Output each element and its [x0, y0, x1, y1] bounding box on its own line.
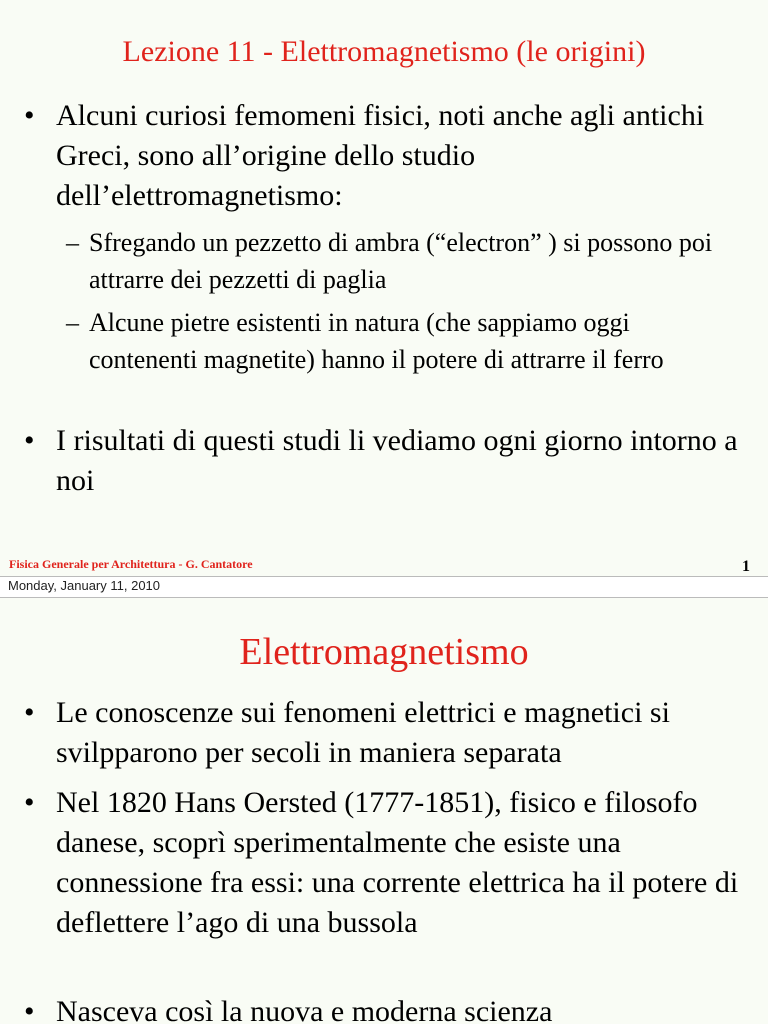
bullet-text: Le conoscenze sui fenomeni elettrici e magnetici si svilpparono per secoli in maniera separata [56, 696, 670, 769]
slide-2-title: Elettromagnetismo [239, 631, 529, 673]
bullet-marker: • [24, 786, 35, 819]
dash-marker: – [66, 308, 79, 337]
subbullet-text: Sfregando un pezzetto di ambra (“electron” ) si possono poi attrarre dei pezzetti di paglia [89, 228, 713, 294]
bullet-marker: • [24, 99, 35, 132]
subbullet-text: Alcune pietre esistenti in natura (che sappiamo oggi contenenti magnetite) hanno il potere di attrarre il ferro [89, 308, 664, 374]
slide-1-title: Lezione 11 - Elettromagnetismo (le origini) [122, 35, 646, 68]
bullet-text: Nel 1820 Hans Oersted (1777-1851), fisico e filosofo danese, scoprì sperimentalmente che esiste una connessione fra essi: una corrente elettrica ha il potere di deflettere l’ago di una bussola [56, 786, 739, 939]
page-number: 1 [742, 558, 750, 575]
slide-footer: Fisica Generale per Architettura - G. Cantatore [9, 557, 253, 571]
slide-1-subbullet-2 [66, 304, 726, 378]
slide-2-bullet-2 [24, 783, 744, 943]
bullet-text: Alcuni curiosi femomeni fisici, noti anche agli antichi Greci, sono all’origine dello studio dell’elettromagnetismo: [56, 99, 705, 212]
bullet-text: I risultati di questi studi li vediamo ogni giorno intorno a noi [56, 424, 738, 497]
slide-2-bullet-1 [24, 693, 744, 773]
bullet-marker: • [24, 696, 35, 729]
bullet-marker: • [24, 995, 35, 1028]
slide-1-bullet-1 [24, 96, 744, 216]
bullet-text: Nasceva così la nuova e moderna scienza [56, 995, 553, 1028]
slide-1-subbullet-1 [66, 224, 726, 298]
bullet-marker: • [24, 424, 35, 457]
date-label: Monday, January 11, 2010 [8, 578, 161, 593]
slide-1-bullet-2 [24, 421, 744, 501]
slide-2-bullet-3 [24, 992, 744, 1032]
dash-marker: – [66, 228, 79, 257]
